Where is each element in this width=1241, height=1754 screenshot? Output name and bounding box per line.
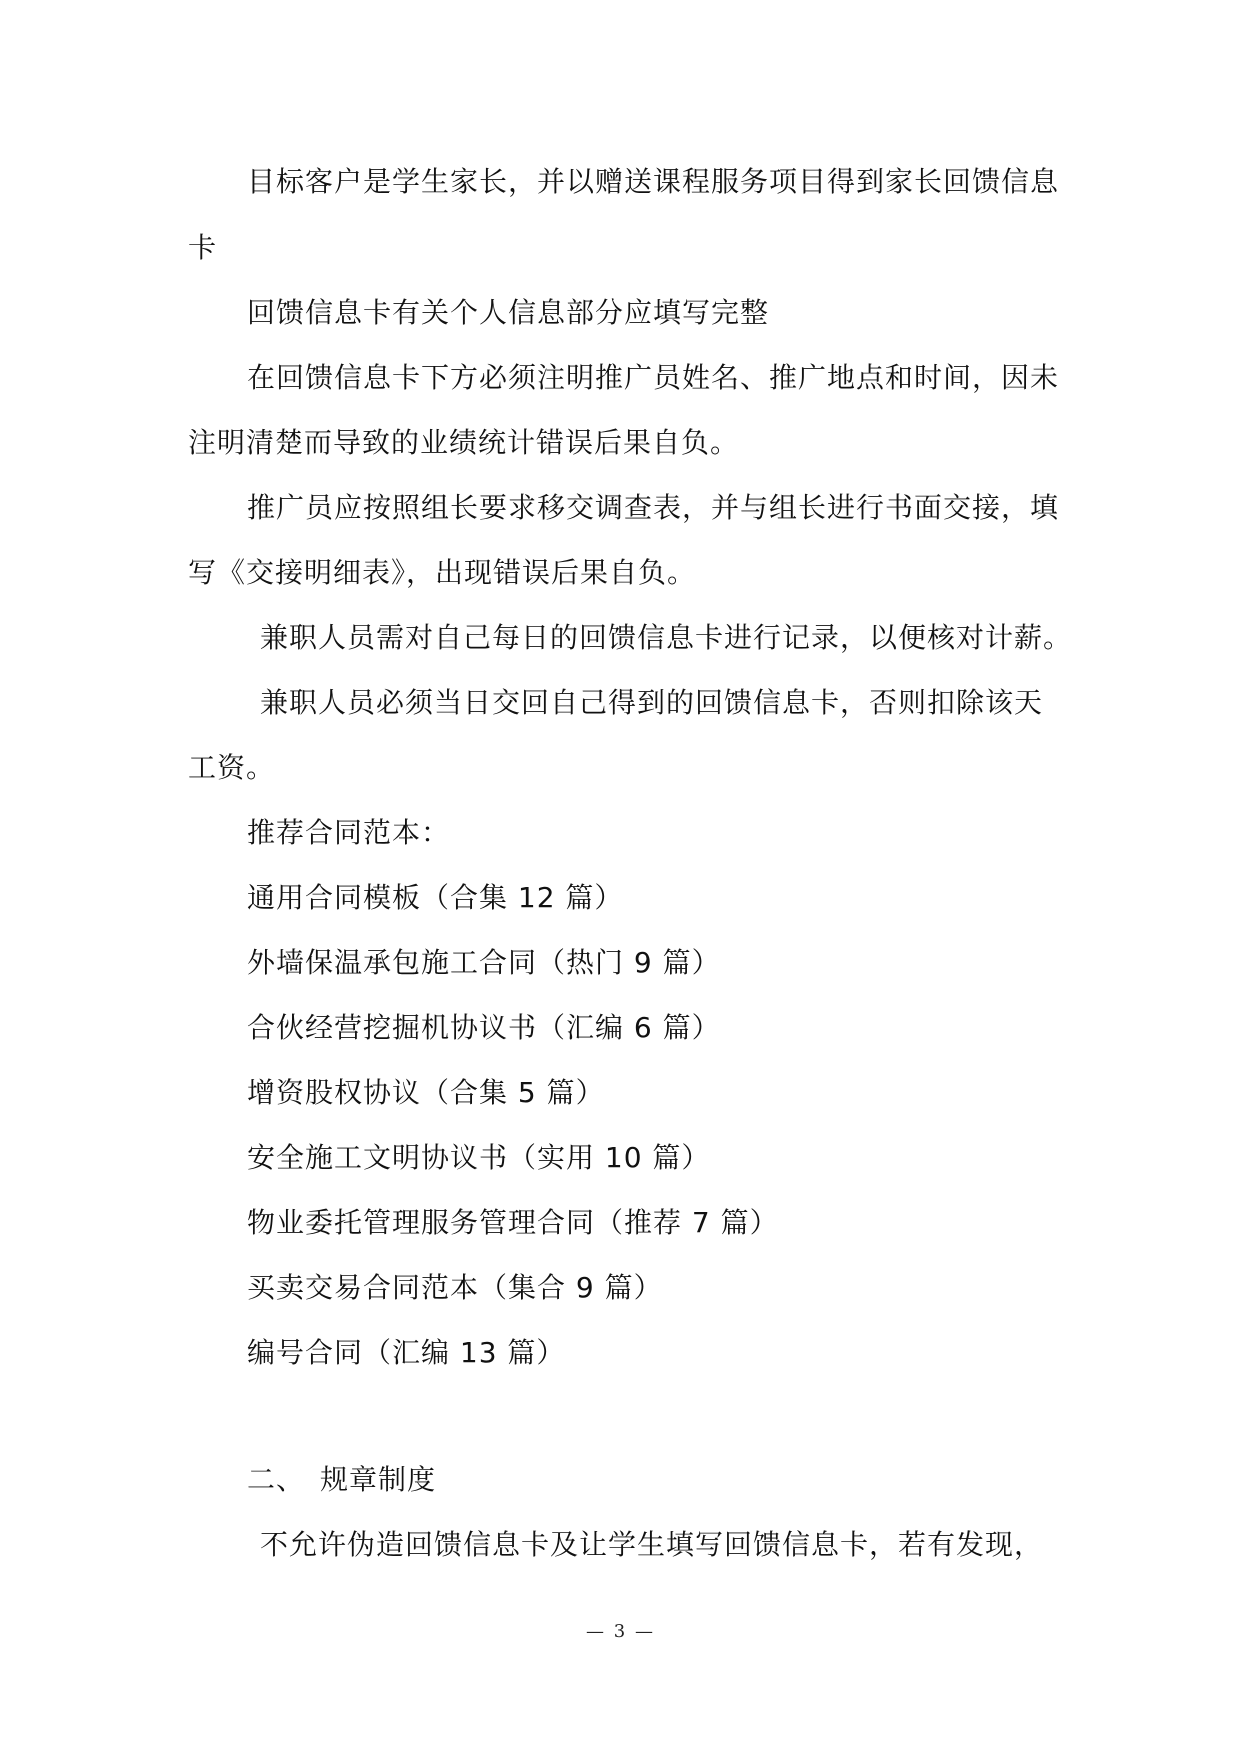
paragraph-promoter-note-line1: 在回馈信息卡下方必须注明推广员姓名、推广地点和时间，因未 [247, 361, 1060, 394]
recommended-item: 合伙经营挖掘机协议书（汇编 6 篇） [247, 1011, 721, 1044]
recommended-item: 安全施工文明协议书（实用 10 篇） [247, 1141, 711, 1174]
paragraph-promoter-note-line2: 注明清楚而导致的业绩统计错误后果自负。 [188, 426, 740, 459]
recommended-item: 外墙保温承包施工合同（热门 9 篇） [247, 946, 721, 979]
recommended-item: 编号合同（汇编 13 篇） [247, 1336, 566, 1369]
recommended-item: 通用合同模板（合集 12 篇） [247, 881, 624, 914]
page-number: — 3 — [586, 1621, 655, 1642]
paragraph-part-time-return-line1: 兼职人员必须当日交回自己得到的回馈信息卡，否则扣除该天 [260, 686, 1044, 719]
recommended-item: 增资股权协议（合集 5 篇） [247, 1076, 605, 1109]
paragraph-part-time-record: 兼职人员需对自己每日的回馈信息卡进行记录，以便核对计薪。 [260, 621, 1073, 654]
recommended-heading: 推荐合同范本： [247, 816, 451, 849]
paragraph-part-time-return-line2: 工资。 [188, 751, 276, 784]
recommended-item: 物业委托管理服务管理合同（推荐 7 篇） [247, 1206, 779, 1239]
paragraph-no-forgery: 不允许伪造回馈信息卡及让学生填写回馈信息卡，若有发现， [260, 1528, 1044, 1561]
paragraph-handover-line1: 推广员应按照组长要求移交调查表，并与组长进行书面交接，填 [247, 491, 1060, 524]
paragraph-handover-line2: 写《交接明细表》，出现错误后果自负。 [188, 556, 697, 589]
recommended-item: 买卖交易合同范本（集合 9 篇） [247, 1271, 663, 1304]
paragraph-personal-info: 回馈信息卡有关个人信息部分应填写完整 [247, 296, 770, 329]
section-number: 二、 [247, 1463, 306, 1496]
paragraph-target-customer-line2: 卡 [188, 231, 218, 264]
section-title: 规章制度 [320, 1463, 437, 1496]
paragraph-target-customer-line1: 目标客户是学生家长，并以赠送课程服务项目得到家长回馈信息 [247, 165, 1060, 198]
